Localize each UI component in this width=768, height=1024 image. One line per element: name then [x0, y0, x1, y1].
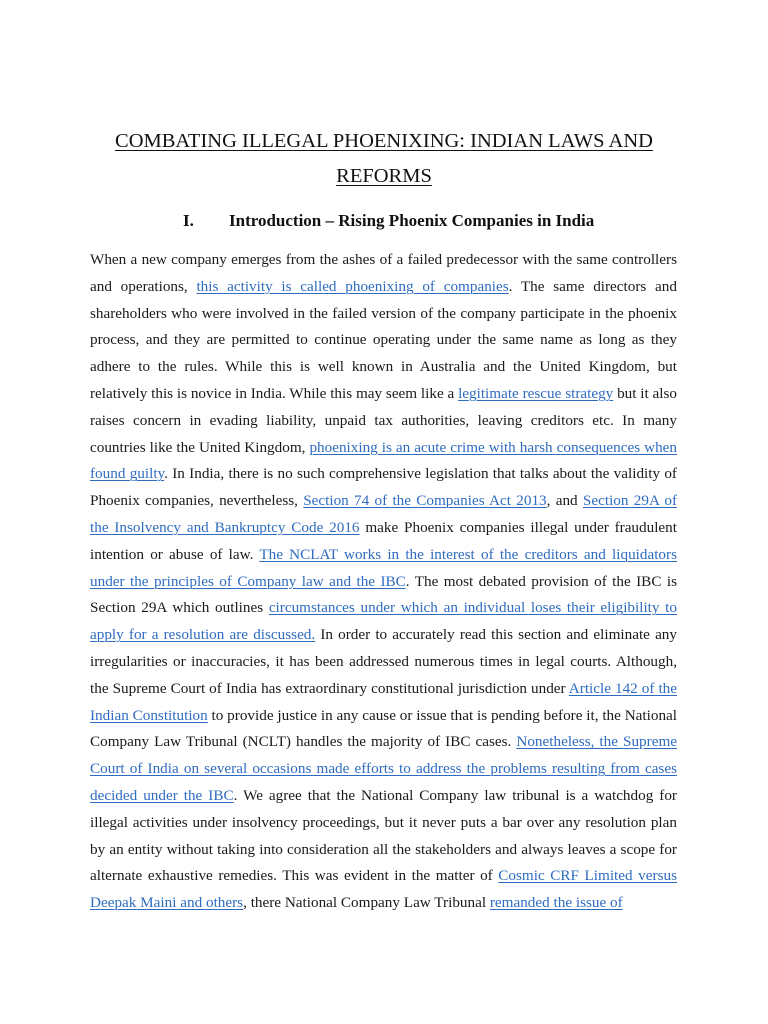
paragraph-text: but it also raises concern in evading liability, unpaid tax authorities, leaving creditors etc. In many countries like the United Kingdom, [90, 384, 677, 456]
link-legitimate-rescue-strategy[interactable]: legitimate rescue strategy [458, 384, 614, 402]
link-remanded-issue[interactable]: remanded the issue of [489, 894, 623, 912]
paragraph-text: . We agree that the National Company law tribunal is a watchdog for illegal activities under insolvency proceedings, but it never puts a bar over any resolution plan by an entity without taking into consideration all the stakeholders and always leaves a scope for alternate exhaustive remedies. This was evident in the matter of [90, 786, 677, 885]
section-heading-number: I. [183, 211, 194, 230]
document-title-line-2: REFORMS [336, 165, 432, 187]
link-phoenixing-crime-uk[interactable]: phoenixing is an acute crime with harsh consequences when found guilty [90, 438, 678, 483]
link-section-29a-ibc[interactable]: Section 29A of the Insolvency and Bankruptcy Code 2016 [90, 492, 677, 536]
link-section-74-companies-act[interactable]: Section 74 of the Companies Act 2013 [303, 492, 547, 510]
paragraph-text: to provide justice in any cause or issue that is pending before it, the National Company Law Tribunal (NCLT) handles the majority of IBC cases. [90, 706, 678, 751]
link-eligibility-circumstances[interactable]: circumstances under which an individual loses their eligibility to apply for a resolution are discussed. [90, 599, 677, 644]
paragraph-text: When a new company emerges from the ashes of a failed predecessor with the same controllers and operations, [90, 251, 677, 295]
link-cosmic-crf-case[interactable]: Cosmic CRF Limited versus Deepak Maini and others [90, 867, 677, 912]
paragraph-text: . The most debated provision of the IBC is Section 29A which outlines [90, 572, 677, 617]
section-heading-text: Introduction – Rising Phoenix Companies in India [229, 211, 595, 230]
document-title-line-1: COMBATING ILLEGAL PHOENIXING: INDIAN LAWS AND [115, 130, 653, 152]
link-phoenixing-definition[interactable]: this activity is called phoenixing of companies [196, 277, 509, 295]
body-paragraph [90, 247, 677, 917]
paragraph-text: , and [546, 492, 583, 510]
link-supreme-court-efforts[interactable]: Nonetheless, the Supreme Court of India on several occasions made efforts to address the problems resulting from cases decided under the IBC [90, 733, 677, 804]
link-article-142[interactable]: Article 142 of the Indian Constitution [90, 679, 677, 724]
paragraph-text: . The same directors and shareholders who were involved in the failed version of the company participate in the phoenix process, and they are permitted to continue operating under the same name as long as they adhere to the rules. While this is well known in Australia and the United Kingdom, but relatively this is novice in India. While this may seem like a [90, 277, 677, 402]
paragraph-text: , there National Company Law Tribunal [243, 894, 490, 912]
paragraph-text: In order to accurately read this section and eliminate any irregularities or inaccuracies, it has been addressed numerous times in legal courts. Although, the Supreme Court of India has extraordinary constitutional jurisdiction under [90, 626, 677, 697]
paragraph-text: . In India, there is no such comprehensive legislation that talks about the validity of Phoenix companies, nevertheless, [90, 465, 677, 510]
section-heading [0, 209, 768, 235]
paragraph-text: make Phoenix companies illegal under fraudulent intention or abuse of law. [90, 518, 677, 563]
link-nclat-works[interactable]: The NCLAT works in the interest of the creditors and liquidators under the principles of Company law and the IBC [90, 545, 677, 590]
